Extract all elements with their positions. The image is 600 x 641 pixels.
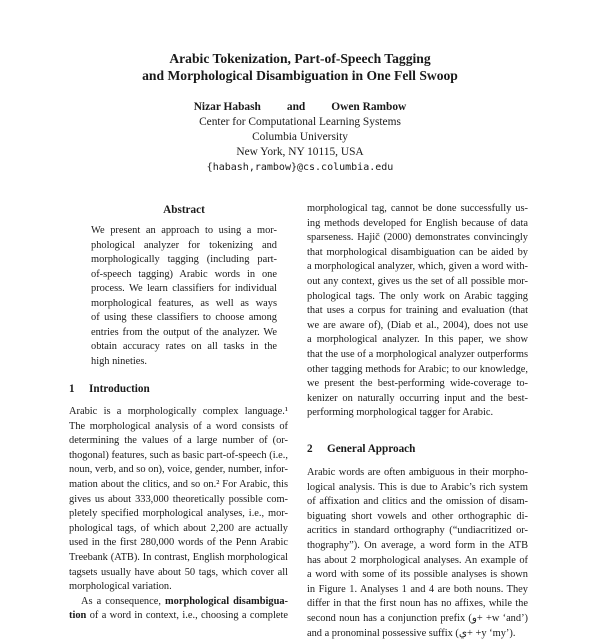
right-line: that morphological disambiguation can be aided by xyxy=(307,246,528,258)
author-2: Owen Rambow xyxy=(331,101,407,113)
abstract-line: of-speech tagging) Arabic words in one xyxy=(91,268,277,280)
section-2-title: General Approach xyxy=(327,443,416,455)
intro-line: gives us about 333,000 theoretically possible com- xyxy=(69,493,288,505)
title-line-1: Arabic Tokenization, Part-of-Speech Tagging xyxy=(169,51,431,66)
abstract-line: obtain accuracy rates on all tasks in the xyxy=(91,341,277,352)
author-and: and xyxy=(286,101,306,113)
general-line: a word with some of its possible analyses is shown xyxy=(307,569,528,581)
paper-title xyxy=(100,50,500,84)
section-1-title: Introduction xyxy=(89,383,150,395)
intro-line: The morphological analysis of a word consists of xyxy=(69,420,288,432)
right-line: ing methods developed for English because of data xyxy=(307,217,528,229)
intro-line: tagsets usually have about 50 tags, which cover all xyxy=(69,566,288,578)
general-line: of affixation and clitics and the omission of disam- xyxy=(307,496,528,508)
right-line: morphological tag, cannot be done successfully us- xyxy=(307,203,528,214)
general-line: has about 2 morphological analyses. An example of xyxy=(307,554,528,566)
general-line: thography”). On average, a word form in the ATB xyxy=(307,539,528,551)
abstract-line: We present an approach to using a mor- xyxy=(91,225,277,236)
general-line: differ in that the first noun has no affixes, while the xyxy=(307,598,528,610)
general-line: in Figure 1. Analyses 1 and 4 are both nouns. They xyxy=(307,583,528,595)
right-line: we present the best-performing wide-coverage to- xyxy=(307,378,528,390)
abstract-line: entries from the output of the analyzer. We xyxy=(91,326,277,338)
intro-line: pletely specified morphological analyses, i.e., mor- xyxy=(69,508,288,520)
section-2-heading xyxy=(307,443,415,455)
author-block xyxy=(150,100,450,175)
introduction-body xyxy=(69,405,288,624)
intro-para3-rest: of a word in context, i.e., choosing a complete xyxy=(86,610,288,622)
right-line: that the use of a morphological analyzer outperforms xyxy=(307,348,528,360)
general-line: biguating short vowels and other orthographic di- xyxy=(307,510,528,522)
abstract-line: of using these classifiers to choose among xyxy=(91,312,277,323)
general-line: acritics in standard orthography (“undiacritized or- xyxy=(307,525,528,537)
general-approach-body xyxy=(307,466,528,641)
abstract-line: process. We learn classifiers for individual xyxy=(91,283,277,294)
intro-line: thogonal) features, such as basic part-of-speech (i.e., xyxy=(69,449,288,461)
right-line: phological tags. The only work on Arabic tagging xyxy=(307,290,528,302)
abstract-line: morphologically tagging (including part- xyxy=(91,254,277,265)
abstract-line: morphological features, as well as ways xyxy=(91,297,277,309)
affiliation-line-1: Center for Computational Learning Systems xyxy=(199,116,401,128)
author-names xyxy=(150,100,450,115)
right-line: other tagging methods for Arabic; to our knowledge, xyxy=(307,363,528,375)
intro-line: Treebank (ATB). In contrast, English morphological xyxy=(69,551,288,563)
affiliation-line-2: Columbia University xyxy=(252,131,348,143)
intro-paragraph-2-line xyxy=(69,595,288,610)
intro-line: Arabic is a morphologically complex language.¹ xyxy=(69,406,288,417)
intro-line: phological tags, of which about 2,200 are actually xyxy=(69,522,288,534)
general-line: second noun has a conjunction prefix (و+ +w ‘and’) xyxy=(307,612,528,624)
general-line: logical analysis. This is due to Arabic’s rich system xyxy=(307,481,528,493)
section-1-number: 1 xyxy=(69,383,75,395)
title-line-2: and Morphological Disambiguation in One Fell Swoop xyxy=(142,68,458,83)
author-1: Nizar Habash xyxy=(193,101,261,113)
general-line: and a pronominal possessive suffix (ي+ +y ‘my’). xyxy=(307,627,516,639)
affiliation-line-3: New York, NY 10115, USA xyxy=(236,146,364,158)
intro-line: used in the first 280,000 words of the Penn Arabic xyxy=(69,537,288,549)
right-column-body xyxy=(307,202,528,421)
general-line: Arabic words are often ambiguous in their morpho- xyxy=(307,467,528,478)
intro-para2-bold: morphological disambigua- xyxy=(165,595,288,607)
intro-line: morphological variation. xyxy=(69,581,172,593)
abstract-line: phological analyzer for tokenizing and xyxy=(91,239,277,251)
intro-paragraph-2-line xyxy=(69,609,288,624)
abstract-body xyxy=(91,224,277,369)
right-line: kenizer on naturally occurring input and the best- xyxy=(307,392,528,404)
author-email: {habash,rambow}@cs.columbia.edu xyxy=(206,162,394,173)
abstract-heading: Abstract xyxy=(163,204,205,216)
right-line: sparseness. Hajič (2000) demonstrates convincingly xyxy=(307,232,528,244)
intro-line: determining the values of a large number of (or- xyxy=(69,435,288,447)
right-line: a morphological analyzer. In this paper, we show xyxy=(307,334,528,346)
right-line: out any context, gives us the set of all possible mor- xyxy=(307,275,528,287)
right-line: a morphological analyzer, which, given a word with- xyxy=(307,261,528,273)
intro-line: noun, verb, and so on), voice, gender, number, infor- xyxy=(69,464,288,476)
intro-para2-start: As a consequence, xyxy=(81,595,166,607)
right-line: we are aware of), (Diab et al., 2004), does not use xyxy=(307,319,528,331)
right-line: that uses a corpus for training and evaluation (that xyxy=(307,305,528,317)
section-2-number: 2 xyxy=(307,443,313,455)
section-1-heading xyxy=(69,383,150,395)
abstract-line: high nineties. xyxy=(91,355,147,367)
right-line: performing morphological tagger for Arabic. xyxy=(307,407,494,419)
intro-line: mation about the clitics, and so on.² For Arabic, this xyxy=(69,478,288,490)
intro-para3-bold: tion xyxy=(69,610,87,622)
